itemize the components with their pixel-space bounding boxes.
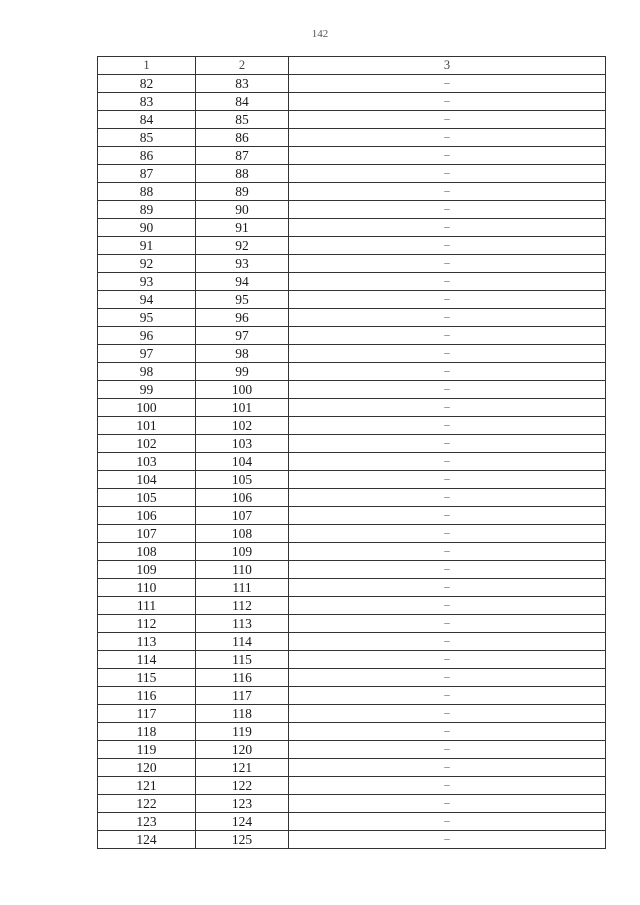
table-cell-col-3: – <box>289 219 606 237</box>
table-row <box>98 633 606 651</box>
table-row <box>98 813 606 831</box>
table-cell-col-1: 105 <box>98 489 196 507</box>
table-cell-col-2: 117 <box>196 687 289 705</box>
table-cell-col-1: 110 <box>98 579 196 597</box>
table-row <box>98 111 606 129</box>
table-cell-col-2: 119 <box>196 723 289 741</box>
table-row <box>98 237 606 255</box>
table-cell-col-3: – <box>289 669 606 687</box>
table-cell-col-2: 92 <box>196 237 289 255</box>
table-cell-col-3: – <box>289 255 606 273</box>
table-cell-col-2: 99 <box>196 363 289 381</box>
table-cell-col-1: 115 <box>98 669 196 687</box>
table-cell-col-1: 122 <box>98 795 196 813</box>
table-cell-col-2: 105 <box>196 471 289 489</box>
table-row <box>98 453 606 471</box>
table-cell-col-1: 108 <box>98 543 196 561</box>
table-cell-col-3: – <box>289 363 606 381</box>
table-cell-col-3: – <box>289 489 606 507</box>
table-cell-col-1: 106 <box>98 507 196 525</box>
table-cell-col-3: – <box>289 201 606 219</box>
table-row <box>98 327 606 345</box>
table-cell-col-1: 112 <box>98 615 196 633</box>
column-header-3: 3 <box>289 57 606 75</box>
table-row <box>98 795 606 813</box>
table-cell-col-3: – <box>289 813 606 831</box>
table-cell-col-1: 93 <box>98 273 196 291</box>
table-row <box>98 147 606 165</box>
table-row <box>98 417 606 435</box>
table-row <box>98 309 606 327</box>
table-cell-col-3: – <box>289 471 606 489</box>
table-cell-col-1: 97 <box>98 345 196 363</box>
table-cell-col-2: 118 <box>196 705 289 723</box>
table-cell-col-2: 100 <box>196 381 289 399</box>
table-row <box>98 705 606 723</box>
table-row <box>98 75 606 93</box>
table-cell-col-1: 104 <box>98 471 196 489</box>
table-cell-col-1: 113 <box>98 633 196 651</box>
table-cell-col-2: 115 <box>196 651 289 669</box>
table-cell-col-1: 96 <box>98 327 196 345</box>
table-cell-col-1: 98 <box>98 363 196 381</box>
table-cell-col-2: 94 <box>196 273 289 291</box>
table-cell-col-3: – <box>289 183 606 201</box>
table-cell-col-1: 117 <box>98 705 196 723</box>
table-cell-col-3: – <box>289 651 606 669</box>
table-cell-col-3: – <box>289 291 606 309</box>
table-cell-col-2: 83 <box>196 75 289 93</box>
table-row <box>98 345 606 363</box>
table-cell-col-2: 112 <box>196 597 289 615</box>
table-row <box>98 741 606 759</box>
table-cell-col-3: – <box>289 579 606 597</box>
table-row <box>98 255 606 273</box>
table-cell-col-2: 106 <box>196 489 289 507</box>
table-row <box>98 399 606 417</box>
table-cell-col-2: 96 <box>196 309 289 327</box>
table-cell-col-1: 121 <box>98 777 196 795</box>
table-row <box>98 543 606 561</box>
table-cell-col-1: 94 <box>98 291 196 309</box>
table-header-row <box>98 57 606 75</box>
table-row <box>98 525 606 543</box>
table-cell-col-1: 83 <box>98 93 196 111</box>
table-row <box>98 183 606 201</box>
table-cell-col-1: 111 <box>98 597 196 615</box>
table-cell-col-3: – <box>289 777 606 795</box>
table-row <box>98 561 606 579</box>
table-cell-col-3: – <box>289 147 606 165</box>
table-cell-col-2: 102 <box>196 417 289 435</box>
page-number: 142 <box>311 28 329 40</box>
table-cell-col-3: – <box>289 759 606 777</box>
table-cell-col-3: – <box>289 273 606 291</box>
table-row <box>98 489 606 507</box>
table-cell-col-3: – <box>289 93 606 111</box>
table-cell-col-3: – <box>289 561 606 579</box>
table-cell-col-1: 82 <box>98 75 196 93</box>
table-cell-col-2: 101 <box>196 399 289 417</box>
table-cell-col-3: – <box>289 381 606 399</box>
table-cell-col-2: 93 <box>196 255 289 273</box>
table-row <box>98 291 606 309</box>
table-cell-col-1: 87 <box>98 165 196 183</box>
table-cell-col-1: 109 <box>98 561 196 579</box>
table-cell-col-2: 104 <box>196 453 289 471</box>
table-cell-col-1: 116 <box>98 687 196 705</box>
table-cell-col-3: – <box>289 165 606 183</box>
table-cell-col-2: 125 <box>196 831 289 849</box>
table-cell-col-1: 89 <box>98 201 196 219</box>
table-cell-col-1: 124 <box>98 831 196 849</box>
table-row <box>98 201 606 219</box>
table-cell-col-2: 95 <box>196 291 289 309</box>
table-row <box>98 93 606 111</box>
table-row <box>98 615 606 633</box>
table-cell-col-3: – <box>289 129 606 147</box>
table-cell-col-3: – <box>289 597 606 615</box>
table-cell-col-3: – <box>289 345 606 363</box>
table-cell-col-2: 110 <box>196 561 289 579</box>
table-cell-col-1: 101 <box>98 417 196 435</box>
table-cell-col-3: – <box>289 723 606 741</box>
table-cell-col-2: 107 <box>196 507 289 525</box>
table-cell-col-1: 85 <box>98 129 196 147</box>
table-cell-col-1: 119 <box>98 741 196 759</box>
table-cell-col-3: – <box>289 507 606 525</box>
table-cell-col-2: 121 <box>196 759 289 777</box>
table-row <box>98 471 606 489</box>
table-cell-col-1: 123 <box>98 813 196 831</box>
table-cell-col-2: 86 <box>196 129 289 147</box>
table-row <box>98 435 606 453</box>
table-cell-col-1: 118 <box>98 723 196 741</box>
table-cell-col-1: 99 <box>98 381 196 399</box>
table-body <box>98 75 606 849</box>
table-cell-col-2: 88 <box>196 165 289 183</box>
table-cell-col-2: 89 <box>196 183 289 201</box>
table-cell-col-3: – <box>289 237 606 255</box>
column-header-1: 1 <box>98 57 196 75</box>
table-row <box>98 579 606 597</box>
table-cell-col-1: 86 <box>98 147 196 165</box>
table-cell-col-3: – <box>289 75 606 93</box>
table-cell-col-1: 90 <box>98 219 196 237</box>
table-cell-col-2: 109 <box>196 543 289 561</box>
table-cell-col-3: – <box>289 435 606 453</box>
table-cell-col-3: – <box>289 543 606 561</box>
table-cell-col-3: – <box>289 309 606 327</box>
table-cell-col-1: 88 <box>98 183 196 201</box>
table-cell-col-2: 123 <box>196 795 289 813</box>
table-cell-col-1: 102 <box>98 435 196 453</box>
table-row <box>98 507 606 525</box>
table-cell-col-1: 120 <box>98 759 196 777</box>
table-cell-col-2: 114 <box>196 633 289 651</box>
table-cell-col-1: 91 <box>98 237 196 255</box>
table-cell-col-3: – <box>289 831 606 849</box>
table-row <box>98 165 606 183</box>
table-row <box>98 651 606 669</box>
table-cell-col-2: 124 <box>196 813 289 831</box>
table-row <box>98 363 606 381</box>
table-cell-col-2: 85 <box>196 111 289 129</box>
table-cell-col-2: 113 <box>196 615 289 633</box>
table-cell-col-3: – <box>289 417 606 435</box>
table-cell-col-2: 122 <box>196 777 289 795</box>
table-cell-col-3: – <box>289 525 606 543</box>
column-header-2: 2 <box>196 57 289 75</box>
table-cell-col-2: 84 <box>196 93 289 111</box>
table-row <box>98 597 606 615</box>
table-cell-col-2: 97 <box>196 327 289 345</box>
table-cell-col-1: 100 <box>98 399 196 417</box>
table-cell-col-2: 87 <box>196 147 289 165</box>
table-cell-col-2: 91 <box>196 219 289 237</box>
table-cell-col-2: 120 <box>196 741 289 759</box>
table-row <box>98 273 606 291</box>
table-cell-col-1: 103 <box>98 453 196 471</box>
table-row <box>98 219 606 237</box>
table-cell-col-3: – <box>289 453 606 471</box>
table-cell-col-2: 98 <box>196 345 289 363</box>
table-cell-col-1: 84 <box>98 111 196 129</box>
table-row <box>98 759 606 777</box>
table-cell-col-2: 90 <box>196 201 289 219</box>
table-cell-col-3: – <box>289 741 606 759</box>
table-row <box>98 669 606 687</box>
table-cell-col-2: 103 <box>196 435 289 453</box>
table-cell-col-3: – <box>289 795 606 813</box>
table-cell-col-3: – <box>289 111 606 129</box>
table-cell-col-3: – <box>289 687 606 705</box>
table-cell-col-2: 111 <box>196 579 289 597</box>
table-cell-col-3: – <box>289 633 606 651</box>
table-row <box>98 129 606 147</box>
table-row <box>98 381 606 399</box>
data-table <box>97 56 606 849</box>
table-cell-col-2: 108 <box>196 525 289 543</box>
table-cell-col-3: – <box>289 615 606 633</box>
table-cell-col-3: – <box>289 327 606 345</box>
table-row <box>98 687 606 705</box>
table-cell-col-3: – <box>289 399 606 417</box>
table-cell-col-1: 107 <box>98 525 196 543</box>
table-cell-col-1: 95 <box>98 309 196 327</box>
table-row <box>98 831 606 849</box>
table-cell-col-1: 92 <box>98 255 196 273</box>
table-cell-col-3: – <box>289 705 606 723</box>
table-row <box>98 723 606 741</box>
table-cell-col-1: 114 <box>98 651 196 669</box>
table-cell-col-2: 116 <box>196 669 289 687</box>
table-row <box>98 777 606 795</box>
